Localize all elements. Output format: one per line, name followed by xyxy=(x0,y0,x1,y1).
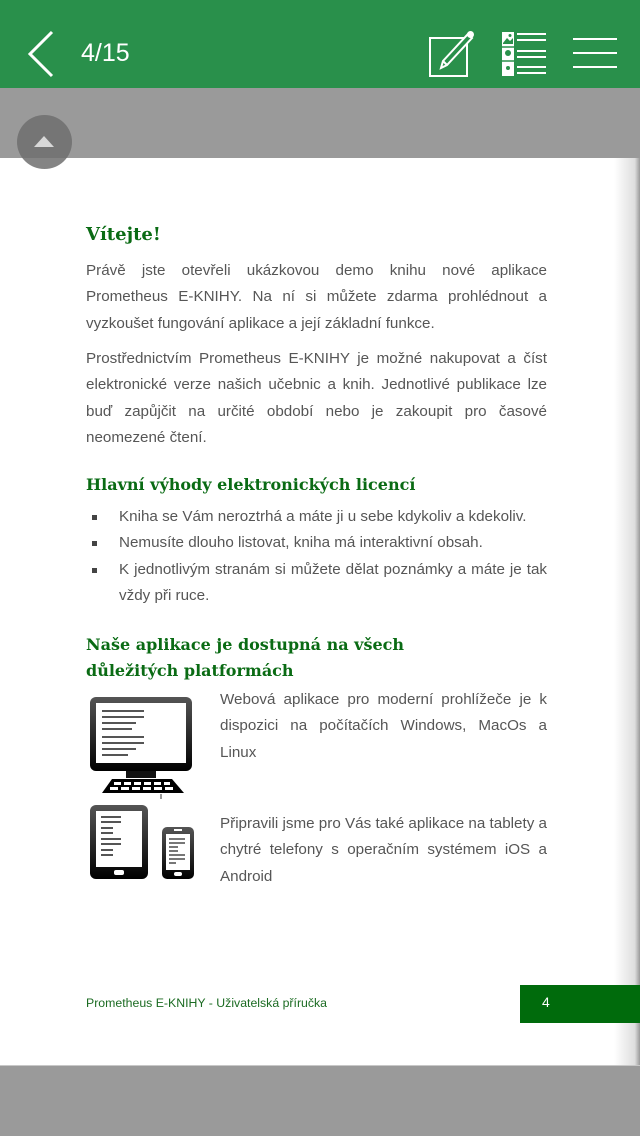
back-button[interactable] xyxy=(24,28,60,80)
chevron-left-icon xyxy=(24,28,60,80)
notes-button[interactable] xyxy=(428,30,478,78)
bullet-icon xyxy=(92,541,97,546)
page-edge-shadow xyxy=(614,158,640,1065)
list-item xyxy=(86,530,547,556)
page-footer-title: Prometheus E-KNIHY - Uživatelská příručka xyxy=(86,996,328,1010)
hamburger-menu-icon xyxy=(570,36,620,72)
book-page xyxy=(0,158,640,1065)
benefits-heading: Hlavní výhody elektronických licencí xyxy=(86,475,416,494)
top-bar xyxy=(0,0,640,88)
bottom-margin-band xyxy=(0,1065,640,1136)
list-item xyxy=(86,504,547,530)
page-counter: 4/15 xyxy=(81,39,130,67)
list-item-text: Kniha se Vám neroztrhá a máte ji u sebe kdykoliv a kdekoliv. xyxy=(119,508,527,525)
bullet-icon xyxy=(92,515,97,520)
platforms-heading: Naše aplikace je dostupná na všech důležitých platformách xyxy=(86,635,405,680)
page-number-badge: 4 xyxy=(520,985,640,1023)
tablet-phone-icon xyxy=(88,803,196,881)
web-platform-text: Webová aplikace pro moderní prohlížeče je k dispozici na počítačích Windows, MacOs a Linux xyxy=(220,691,547,761)
table-of-contents-icon xyxy=(500,30,548,78)
table-of-contents-button[interactable] xyxy=(500,30,548,78)
welcome-heading: Vítejte! xyxy=(86,224,161,245)
list-item-text: Nemusíte dlouho listovat, kniha má interaktivní obsah. xyxy=(119,534,483,552)
edit-note-icon xyxy=(428,30,478,78)
description-paragraph: Prostřednictvím Prometheus E-KNIHY je možné nakupovat a číst elektronické verze našich učebnic a knih. Jednotlivé publikace lze buď zapůjčit na určité období nebo je zakoupit pro časové neomezené čtení. xyxy=(86,350,547,446)
desktop-computer-icon xyxy=(88,695,194,799)
menu-button[interactable] xyxy=(570,36,620,72)
list-item-text: K jednotlivým stranám si můžete dělat poznámky a máte je tak vždy při ruce. xyxy=(119,560,547,604)
scroll-up-button[interactable] xyxy=(17,115,72,169)
list-item xyxy=(86,557,547,610)
top-margin-band xyxy=(0,88,640,158)
benefits-list xyxy=(86,504,547,609)
mobile-platform-text: Připravili jsme pro Vás také aplikace na tablety a chytré telefony s operačním systémem iOS a Android xyxy=(220,815,547,885)
bullet-icon xyxy=(92,568,97,573)
intro-paragraph: Právě jste otevřeli ukázkovou demo knihu nové aplikace Prometheus E-KNIHY. Na ní si můžete zdarma prohlédnout a vyzkoušet fungování aplikace a její základní funkce. xyxy=(86,262,547,332)
